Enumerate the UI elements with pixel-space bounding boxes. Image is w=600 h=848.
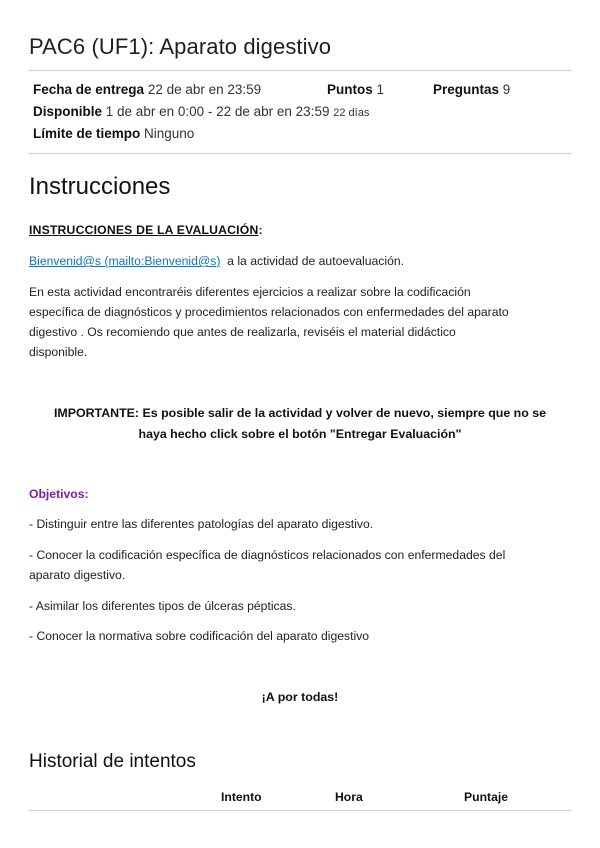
welcome-mailto-link[interactable]: Bienvenid@s (mailto:Bienvenid@s) [29,254,221,268]
time-limit-label: Límite de tiempo [33,126,141,141]
time-limit-meta [33,126,194,141]
instructions-heading-text: INSTRUCCIONES DE LA EVALUACIÓN [29,223,259,237]
intro-paragraph [29,282,571,362]
closing-text: ¡A por todas! [261,690,339,704]
available-days: 22 días [333,107,370,119]
instructions-heading [29,220,571,240]
column-header-attempt: Intento [221,790,262,804]
due-label: Fecha de entrega [33,82,145,97]
questions-meta [433,82,510,97]
intro-line: específica de diagnósticos y procedimientos relacionados con enfermedades del aparato [29,305,509,319]
column-header-score: Puntaje [464,790,509,804]
available-label: Disponible [33,104,103,119]
points-meta [327,82,384,97]
objective-item: - Distinguir entre las diferentes patologías del aparato digestivo. [29,517,374,531]
points-value: 1 [376,82,385,97]
important-line: haya hecho click sobre el botón "Entregar Evaluación" [138,427,462,441]
column-header-time: Hora [335,790,363,804]
objectives-label: Objetivos: [29,487,89,501]
objective-line: - Conocer la codificación específica de diagnósticos relacionados con enfermedades del [29,548,506,562]
objective-item: - Asimilar los diferentes tipos de úlceras pépticas. [29,599,296,613]
welcome-paragraph [29,251,571,271]
instructions-heading-colon: : [258,223,263,237]
objective-line: aparato digestivo. [29,568,126,582]
attempt-history-title: Historial de intentos [29,751,196,772]
divider [29,70,571,71]
objective-item: - Conocer la normativa sobre codificación del aparato digestivo [29,629,370,643]
available-meta [33,104,369,119]
quiz-meta-row-1 [33,82,261,97]
welcome-text: a la actividad de autoevaluación. [227,254,405,268]
intro-line: En esta actividad encontraréis diferentes ejercicios a realizar sobre la codificación [29,285,471,299]
points-label: Puntos [327,82,373,97]
intro-line: disponible. [29,345,88,359]
intro-line: digestivo . Os recomiendo que antes de realizarla, reviséis el material didáctico [29,325,456,339]
important-line: IMPORTANTE: Es posible salir de la actividad y volver de nuevo, siempre que no se [53,406,547,420]
questions-label: Preguntas [433,82,500,97]
time-limit-value: Ninguno [144,126,195,141]
objective-item [29,545,571,585]
available-value: 1 de abr en 0:00 - 22 de abr en 23:59 [105,104,330,119]
divider [29,153,571,154]
table-header-divider [29,810,571,811]
important-notice [29,403,571,445]
due-value: 22 de abr en 23:59 [147,82,262,97]
questions-value: 9 [502,82,511,97]
quiz-title: PAC6 (UF1): Aparato digestivo [29,34,332,59]
instructions-title: Instrucciones [29,173,171,200]
